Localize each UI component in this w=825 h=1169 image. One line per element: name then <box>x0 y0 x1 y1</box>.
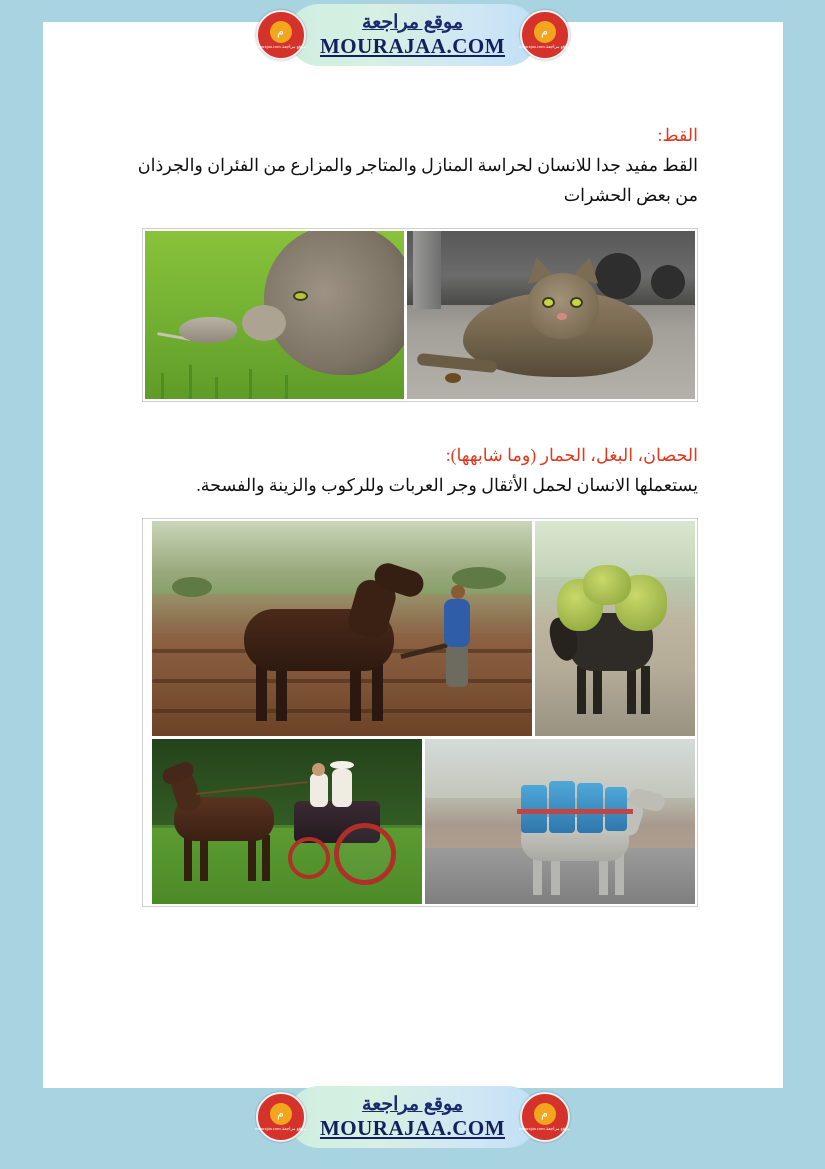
section-equines-title: الحصان، البغل، الحمار (وما شابهها): <box>445 445 698 465</box>
logo-caption: موقع مراجعة mourajaa.com <box>255 44 306 49</box>
photo-detail <box>372 661 383 721</box>
photo-detail <box>184 835 192 881</box>
photo-detail <box>583 565 631 605</box>
document-page <box>43 22 783 1088</box>
logo-glyph-icon: م <box>270 1103 292 1125</box>
mourajaa-logo-right-icon <box>256 10 306 60</box>
photo-detail <box>293 291 308 301</box>
photo-detail <box>570 297 583 308</box>
watermark-site-url: MOURAJAA.COM <box>319 34 506 58</box>
photo-detail <box>288 837 330 879</box>
photo-detail <box>200 835 208 881</box>
photo-detail <box>542 297 555 308</box>
watermark-pill-top <box>288 4 538 66</box>
logo-glyph-icon: م <box>270 21 292 43</box>
photo-detail <box>264 231 404 375</box>
photo-detail <box>413 231 441 309</box>
photo-detail <box>161 373 164 399</box>
photo-detail <box>330 761 354 769</box>
photo-detail <box>285 375 288 399</box>
logo-caption: موقع مراجعة mourajaa.com <box>519 44 570 49</box>
mourajaa-logo-right-icon <box>256 1092 306 1142</box>
photo-detail <box>332 769 352 807</box>
watermark-site-url: MOURAJAA.COM <box>319 1116 506 1140</box>
photo-detail <box>446 645 468 687</box>
photo-detail <box>172 577 212 597</box>
photo-detail <box>152 679 532 683</box>
section-cat <box>128 122 698 402</box>
photo-detail <box>577 666 586 714</box>
photo-donkey-blue-load <box>425 739 695 904</box>
section-equines <box>128 442 698 907</box>
watermark-banner-bottom <box>0 1082 825 1152</box>
watermark-site-name-ar: موقع مراجعة <box>362 1094 463 1115</box>
logo-glyph-icon: م <box>534 21 556 43</box>
photo-horse-carriage <box>152 739 422 904</box>
photo-horse-plowing <box>152 521 532 736</box>
photo-detail <box>527 273 599 339</box>
photo-detail <box>334 823 396 885</box>
photo-detail <box>451 585 465 599</box>
figure-row <box>145 521 695 736</box>
mourajaa-logo-left-icon <box>520 1092 570 1142</box>
photo-cat-street <box>407 231 695 399</box>
photo-detail <box>249 369 252 399</box>
photo-detail <box>557 313 567 320</box>
photo-detail <box>242 305 286 341</box>
photo-detail <box>312 763 325 776</box>
photo-detail <box>152 709 532 713</box>
logo-caption: موقع مراجعة mourajaa.com <box>255 1126 306 1131</box>
photo-detail <box>189 365 192 399</box>
figure-row <box>145 231 695 399</box>
figure-block-cat <box>142 228 698 402</box>
watermark-pill-bottom <box>288 1086 538 1148</box>
logo-caption: موقع مراجعة mourajaa.com <box>519 1126 570 1131</box>
section-cat-paragraph: القط مفيد جدا للانسان لحراسة المنازل والمتاجر والمزارع من الفئران والجرذان من بعض الحشرات <box>137 155 698 205</box>
photo-detail <box>577 783 603 833</box>
figure-block-equines <box>142 518 698 907</box>
photo-detail <box>445 373 461 383</box>
photo-detail <box>651 265 685 299</box>
photo-detail <box>593 666 602 714</box>
photo-detail <box>310 773 328 807</box>
photo-detail <box>179 317 237 343</box>
watermark-site-name-ar: موقع مراجعة <box>362 12 463 33</box>
figure-row <box>145 739 695 904</box>
photo-bg <box>535 672 695 737</box>
photo-detail <box>248 835 256 881</box>
photo-detail <box>444 599 470 647</box>
section-cat-title: القط: <box>657 125 698 145</box>
photo-detail <box>215 377 218 399</box>
photo-detail <box>262 835 270 881</box>
photo-cat-mouse-grass <box>145 231 404 399</box>
photo-detail <box>627 666 636 714</box>
logo-glyph-icon: م <box>534 1103 556 1125</box>
photo-detail <box>549 781 575 833</box>
mourajaa-logo-left-icon <box>520 10 570 60</box>
document-content <box>128 122 698 907</box>
photo-detail <box>517 809 633 814</box>
section-equines-paragraph: يستعملها الانسان لحمل الأثقال وجر العربات وللركوب والزينة والفسحة. <box>196 475 698 495</box>
photo-donkey-loaded-produce <box>535 521 695 736</box>
photo-detail <box>641 666 650 714</box>
